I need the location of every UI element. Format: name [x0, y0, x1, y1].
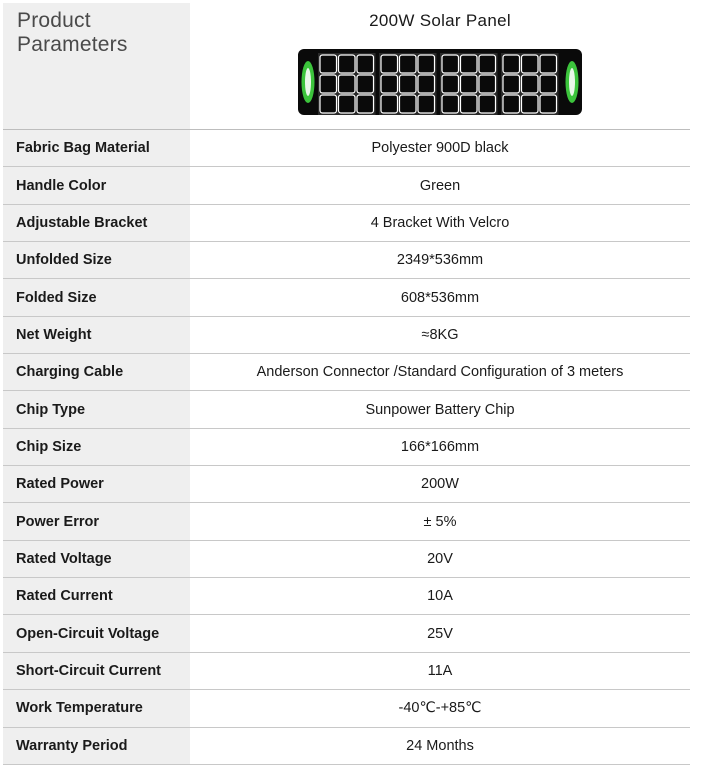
header-label-cell	[3, 3, 190, 129]
solar-cell	[540, 75, 557, 93]
spec-label: Open-Circuit Voltage	[3, 615, 190, 651]
solar-cell	[522, 95, 539, 113]
spec-row	[3, 541, 690, 578]
spec-header	[3, 3, 690, 130]
product-title: 200W Solar Panel	[369, 11, 511, 30]
solar-cell	[400, 75, 417, 93]
solar-cell	[357, 95, 374, 113]
solar-cell	[479, 75, 496, 93]
spec-label: Chip Size	[3, 429, 190, 465]
spec-row	[3, 578, 690, 615]
solar-cell	[461, 75, 478, 93]
solar-cell	[339, 55, 356, 73]
spec-row	[3, 205, 690, 242]
solar-cell	[320, 95, 337, 113]
spec-row	[3, 354, 690, 391]
solar-cell	[381, 95, 398, 113]
spec-value: 4 Bracket With Velcro	[370, 214, 510, 231]
spec-label: Warranty Period	[3, 728, 190, 764]
solar-cell	[381, 55, 398, 73]
solar-cell	[479, 95, 496, 113]
spec-row	[3, 728, 690, 765]
spec-row	[3, 242, 690, 279]
spec-value: Sunpower Battery Chip	[365, 401, 515, 418]
solar-panel-image	[296, 47, 584, 117]
spec-value: 24 Months	[406, 737, 474, 754]
spec-sheet	[3, 3, 690, 765]
spec-value: 166*166mm	[400, 438, 480, 455]
solar-cell	[320, 75, 337, 93]
spec-row	[3, 466, 690, 503]
solar-cell	[442, 95, 459, 113]
solar-cell	[540, 95, 557, 113]
solar-cell	[522, 75, 539, 93]
spec-label: Net Weight	[3, 317, 190, 353]
handle-highlight	[569, 68, 575, 96]
spec-row	[3, 653, 690, 690]
solar-cell	[461, 55, 478, 73]
solar-cell	[442, 55, 459, 73]
spec-value: 11A	[427, 662, 453, 679]
spec-label: Adjustable Bracket	[3, 205, 190, 241]
spec-table	[3, 130, 690, 765]
spec-label: Rated Voltage	[3, 541, 190, 577]
spec-row	[3, 279, 690, 316]
solar-cell	[479, 55, 496, 73]
handle-highlight	[305, 68, 311, 96]
solar-cell	[400, 95, 417, 113]
spec-label: Folded Size	[3, 279, 190, 315]
spec-value: ≈8KG	[421, 326, 459, 343]
spec-value: ± 5%	[423, 513, 457, 530]
spec-row	[3, 503, 690, 540]
spec-row	[3, 391, 690, 428]
header-product-cell	[190, 3, 690, 129]
spec-label: Chip Type	[3, 391, 190, 427]
spec-row	[3, 130, 690, 167]
solar-cell	[400, 55, 417, 73]
solar-cell	[442, 75, 459, 93]
spec-value: 10A	[427, 588, 453, 605]
spec-value: 25V	[427, 625, 453, 642]
solar-cell	[418, 95, 435, 113]
spec-row	[3, 615, 690, 652]
spec-label: Work Temperature	[3, 690, 190, 726]
solar-cell	[418, 75, 435, 93]
spec-label: Short-Circuit Current	[3, 653, 190, 689]
spec-value: 608*536mm	[400, 289, 480, 306]
spec-row	[3, 690, 690, 727]
solar-cell	[540, 55, 557, 73]
solar-cell	[339, 75, 356, 93]
solar-cell	[381, 75, 398, 93]
spec-value: 20V	[427, 550, 453, 567]
spec-label: Fabric Bag Material	[3, 130, 190, 166]
solar-cell	[357, 55, 374, 73]
spec-label: Handle Color	[3, 167, 190, 203]
section-title-line1: Product	[17, 9, 91, 32]
spec-label: Charging Cable	[3, 354, 190, 390]
spec-row	[3, 429, 690, 466]
solar-cell	[339, 95, 356, 113]
solar-cell	[418, 55, 435, 73]
spec-value: Green	[419, 177, 461, 194]
solar-cell	[503, 55, 520, 73]
spec-value: -40℃-+85℃	[398, 700, 482, 717]
solar-cell	[357, 75, 374, 93]
spec-row	[3, 317, 690, 354]
spec-label: Power Error	[3, 503, 190, 539]
spec-label: Unfolded Size	[3, 242, 190, 278]
spec-value: 2349*536mm	[396, 252, 484, 269]
solar-cell	[461, 95, 478, 113]
section-title-line2: Parameters	[17, 33, 128, 56]
solar-cell	[320, 55, 337, 73]
solar-cell	[522, 55, 539, 73]
spec-row	[3, 167, 690, 204]
spec-value: Polyester 900D black	[371, 140, 509, 157]
spec-label: Rated Power	[3, 466, 190, 502]
solar-cell	[503, 95, 520, 113]
spec-value: Anderson Connector /Standard Configuration of 3 meters	[256, 364, 624, 381]
spec-label: Rated Current	[3, 578, 190, 614]
spec-value: 200W	[421, 476, 459, 493]
solar-cell	[503, 75, 520, 93]
